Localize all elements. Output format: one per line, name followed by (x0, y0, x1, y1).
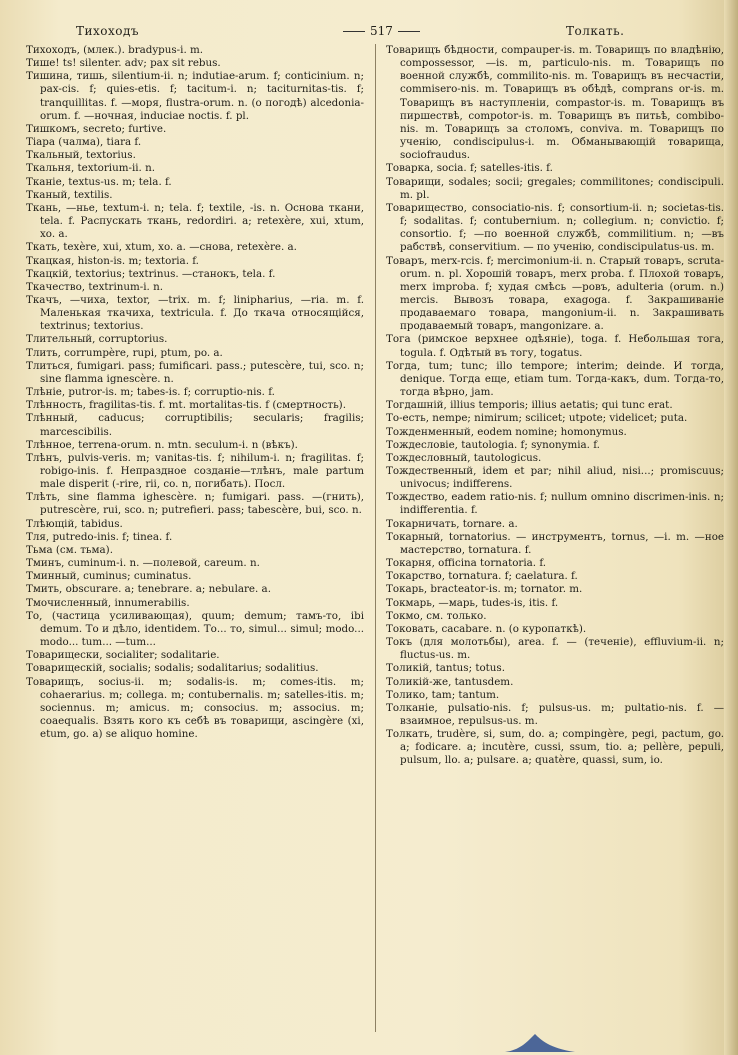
dictionary-entry: Тмить, obscurare. a; tenebrare. a; nebulare. a. (26, 583, 271, 596)
dictionary-entry: Ткачество, textrinum-i. n. (26, 280, 163, 293)
dictionary-entry: Товарищъ бѣдности, compauper-is. m. Товарищъ по владѣнiю, compossessor, —is. m, particulo-nis. m. Товарищъ по военной службѣ, commilito-nis. m. Товарищъ въ несчастiи, commisero-nis. m. Товарищъ въ обѣдѣ, comprans or-is. m. Товарищъ въ наступленiи, compastor-is. m. Товарищъ въ пиршествѣ, compotor-is. m. Товарищъ въ питьѣ, combibo-nis. m. Товарищъ за столомъ, conviva. m. Товарищъ по ученiю, condiscipulus-i. m. Обманывающiй товарища, sociofraudus. (386, 44, 724, 162)
right-column (386, 44, 724, 1032)
page-number: 517 (370, 24, 393, 38)
dictionary-entry: Тлѣющiй, tabidus. (26, 517, 123, 530)
ink-mark (505, 1030, 575, 1052)
dictionary-entry: Тiара (чалма), tiara f. (26, 136, 142, 149)
dictionary-entry: Тмочисленный, innumerabilis. (26, 596, 190, 609)
header-rule-left (343, 31, 365, 32)
dictionary-entry: Товарищество, consociatio-nis. f; consortium-ii. n; societas-tis. f; sodalitas. f; contubernium. n; collegium. n; convictio. f; consortio. f; —по военной службѣ, commilitium. n; —въ рабствѣ, conservitium. — по ученiю, condiscipulatus-us. m. (386, 201, 724, 254)
dictionary-entry: Ткальный, textorius. (26, 149, 136, 162)
header-rule-right (398, 31, 420, 32)
dictionary-entry: Тлѣть, sine flamma ighescère. n; fumigari. pass. —(гнить), putrescère, rui, sco. n; putrefieri. pass; tabescère, bui, sco. n. (26, 491, 364, 517)
dictionary-entry: Токарный, tornatorius. — инструментъ, tornus, —i. m. —ное мастерство, tornatura. f. (386, 530, 724, 556)
dictionary-entry: Токарничать, tornare. a. (386, 517, 518, 530)
dictionary-entry: Тождесловiе, tautologia. f; synonymia. f. (386, 438, 600, 451)
dictionary-entry: Толикiй, tantus; totus. (386, 662, 505, 675)
dictionary-entry: Ткацкая, histon-is. m; textoria. f. (26, 254, 199, 267)
dictionary-entry: Толико, tam; tantum. (386, 688, 500, 701)
dictionary-entry: Ткальня, textorium-ii. n. (26, 162, 155, 175)
dictionary-entry: Тождество, eadem ratio-nis. f; nullum omnino discrimen-inis. n; indifferentia. f. (386, 491, 724, 517)
dictionary-entry: Тканый, textilis. (26, 188, 113, 201)
dictionary-entry: Токмо, см. только. (386, 609, 487, 622)
dictionary-entry: Толикiй-же, tantusdem. (386, 675, 514, 688)
dictionary-entry: Тождесловный, tautologicus. (386, 451, 542, 464)
dictionary-entry: Тишина, тишь, silentium-ii. n; indutiae-arum. f; conticinium. n; pax-cis. f; quies-etis. f; tacitum-i. n; taciturnitas-tis. f; tranquillitas. f. —моря, flustra-orum. n. (о погодѣ) alcedonia-orum. f. —ночная, induciae noctis. f. pl. (26, 70, 364, 122)
dictionary-entry: Тлѣнность, fragilitas-tis. f. mt. mortalitas-tis. f (смертность). (26, 399, 346, 412)
dictionary-entry: Токарня, officina tornatoria. f. (386, 557, 547, 570)
dictionary-entry: Тогдашнiй, illius temporis; illius aetatis; qui tunc erat. (386, 399, 673, 412)
dictionary-entry: Ткань, —ньe, textum-i. n; tela. f; textile, -is. n. Основа ткани, tela. f. Распускать ткань, redordiri. a; retexère, xui, xtum, xo. a. (26, 201, 364, 241)
dictionary-entry: Тлѣнъ, pulvis-veris. m; vanitas-tis. f; nihilum-i. n; fragilitas. f; robigo-inis. f. Непраздное созданiе—тлѣнъ, male partum male disperit (-rire, rii, co. n, погибать). Посл. (26, 451, 364, 491)
dictionary-entry: Тлѣнное, terrena-orum. n. mtn. seculum-i. n (вѣкъ). (26, 438, 298, 451)
dictionary-entry: Толкать, trudère, si, sum, do. a; compingère, pegi, pactum, go. a; fodicare. a; incutère, cussi, ssum, tio. a; pellère, pepuli, pulsum, llo. a; pulsare. a; quatère, quassi, sum, io. (386, 728, 724, 767)
dictionary-entry: Токарство, tornatura. f; caelatura. f. (386, 570, 578, 583)
dictionary-entry: Тминъ, cuminum-i. n. —полевой, careum. n. (26, 557, 260, 570)
dictionary-entry: Тождественный, idem et par; nihil aliud, nisi...; promiscuus; univocus; indifferens. (386, 465, 724, 491)
dictionary-entry: Токовать, cacabare. n. (о куропаткѣ). (386, 622, 587, 635)
dictionary-entry: То-есть, nempe; nimirum; scilicet; utpote; videlicet; puta. (386, 412, 688, 425)
header-left-guideword: Тихоходъ (76, 24, 140, 38)
dictionary-entry: Товарка, socia. f; satelles-itis. f. (386, 162, 553, 175)
dictionary-entry: Тля, putredo-inis. f; tinea. f. (26, 530, 173, 543)
header-right-guideword: Толкать. (566, 24, 625, 38)
page-edge (724, 0, 738, 1055)
dictionary-entry: Ткацкiй, textorius; textrinus. —станокъ, tela. f. (26, 267, 276, 280)
dictionary-entry: Товаръ, merx-rcis. f; mercimonium-ii. n. Старый товаръ, scruta-orum. n. pl. Хорошiй товаръ, merx proba. f. Плохой товаръ, merx improba. f; худая смѣсь —ровъ, adulteria (orum. n.) mercis. Вывозъ товара, exagoga. f. Закрашиванiе продаваемаго товара, mangonium-ii. n. Закрашивать продаваемый товаръ, mangonizare. a. (386, 254, 724, 333)
column-divider (375, 44, 376, 1032)
dictionary-entry: Тлить, corrumpère, rupi, ptum, po. a. (26, 346, 223, 359)
dictionary-entry: Товарищески, socialiter; sodalitarie. (26, 649, 220, 662)
dictionary-entry: Тише! ts! silenter. adv; pax sit rebus. (26, 57, 221, 70)
dictionary-entry: Товарищи, sodales; socii; gregales; commilitones; condiscipuli. m. pl. (386, 175, 724, 201)
dictionary-entry: Тминный, cuminus; cuminatus. (26, 570, 192, 583)
dictionary-entry: Ткать, texère, xui, xtum, xo. a. —снова, retexère. a. (26, 241, 297, 254)
dictionary-entry: Тогда, tum; tunc; illo tempore; interim; deinde. И тогда, denique. Тогда еще, etiam tum. Тогда-какъ, dum. Тогда-то, тогда вѣрно, jam. (386, 359, 724, 399)
dictionary-entry: То, (частица усиливающая), quum; demum; тамъ-то, ibi demum. То и дѣло, identidem. То... то, simul... simul; modo... modo... tum... —tum... (26, 609, 364, 649)
page-header (28, 24, 712, 42)
dictionary-entry: Товарищъ, socius-ii. m; sodalis-is. m; comes-itis. m; cohaerarius. m; collega. m; contubernalis. m; satelles-itis. m; sociennus. m; amicus. m; consocius. m; associus. m; coaequalis. Взять кого къ себѣ въ товарищи, ascingère (xi, etum, go. a) se aliquo homine. (26, 675, 364, 741)
dictionary-entry: Тлѣнный, caducus; corruptibilis; secularis; fragilis; marcescibilis. (26, 412, 364, 438)
left-column (26, 44, 364, 1032)
dictionary-entry: Ткачъ, —чиха, textor, —trix. m. f; linipharius, —ria. m. f. Маленькая ткачиха, textricula. f. До ткача относящiйся, textrinus; textorius. (26, 293, 364, 333)
page-number-block (338, 24, 425, 38)
dictionary-entry: Товарищескiй, socialis; sodalis; sodalitarius; sodalitius. (26, 662, 319, 675)
dictionary-entry: Тлительный, corruptorius. (26, 333, 168, 346)
dictionary-entry: Тожденменный, eodem nomine; homonymus. (386, 425, 627, 438)
dictionary-entry: Токарь, bracteator-is. m; tornator. m. (386, 583, 583, 596)
dictionary-entry: Токмарь, —марь, tudes-is, itis. f. (386, 596, 559, 609)
dictionary-entry: Тихоходъ, (млек.). bradypus-i. m. (26, 44, 204, 56)
dictionary-entry: Тьма (см. тьма). (26, 543, 113, 556)
dictionary-entry: Тканiе, textus-us. m; tela. f. (26, 175, 172, 188)
dictionary-entry: Тога (римское верхнее одѣянiе), toga. f. Небольшая тога, togula. f. Одѣтый въ тогу, togatus. (386, 333, 724, 359)
dictionary-entry: Толканiе, pulsatio-nis. f; pulsus-us. m; pultatio-nis. f. — взаимное, repulsus-us. m. (386, 701, 724, 727)
dictionary-entry: Тлиться, fumigari. pass; fumificari. pass.; putescère, tui, sco. n; sine flamma ignescère. n. (26, 359, 364, 385)
dictionary-entry: Токъ (для молотьбы), area. f. — (теченiе), effluvium-ii. n; fluctus-us. m. (386, 636, 724, 662)
dictionary-entry: Тлѣнiе, putror-is. m; tabes-is. f; corruptio-nis. f. (26, 386, 275, 399)
dictionary-entry: Тишкомъ, secreto; furtive. (26, 122, 167, 135)
